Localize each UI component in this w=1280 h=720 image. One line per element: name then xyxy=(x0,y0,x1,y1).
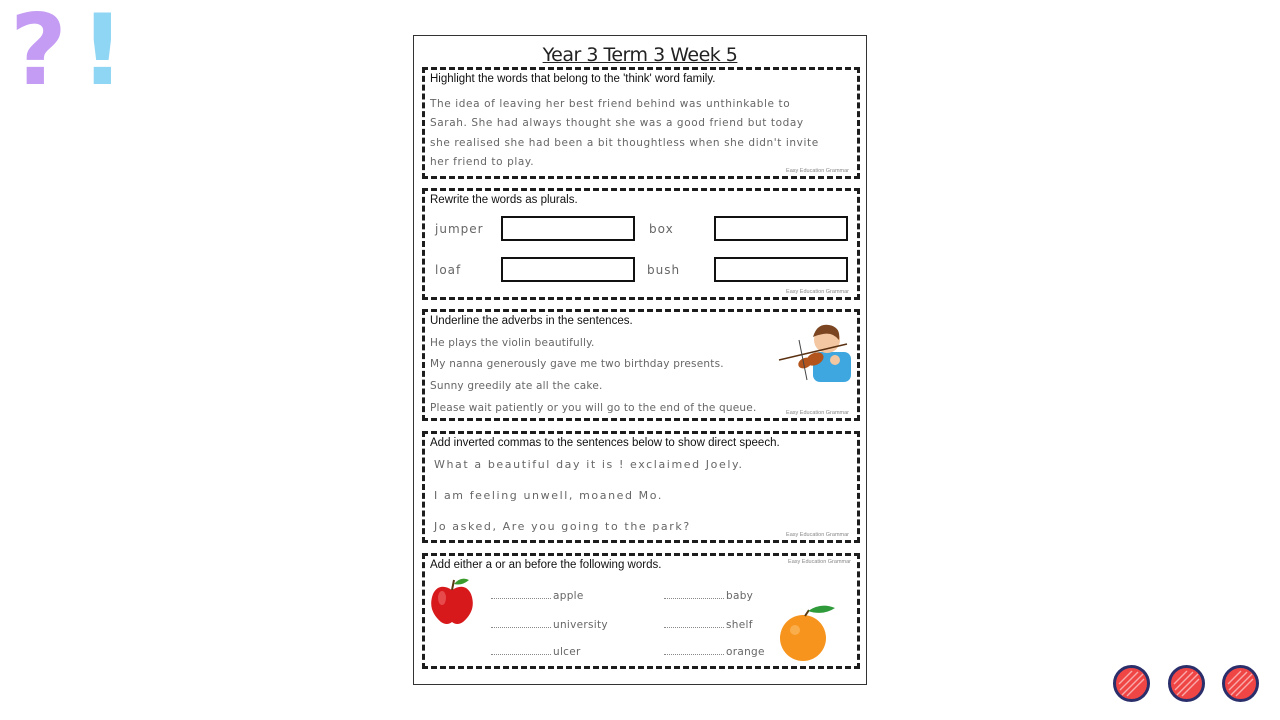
adverb-sentence: He plays the violin beautifully. xyxy=(430,337,595,349)
section-a-or-an xyxy=(422,553,860,669)
worksheet-title: Year 3 Term 3 Week 5 xyxy=(542,44,738,66)
answer-blank[interactable] xyxy=(664,620,724,628)
section-heading: Add either a or an before the following words. xyxy=(430,559,662,571)
answer-blank[interactable] xyxy=(664,591,724,599)
credit-label: Easy Education Grammar xyxy=(786,410,849,416)
exclamation-mark-icon: ! xyxy=(80,0,125,108)
nav-dot-1[interactable] xyxy=(1113,665,1150,702)
credit-label: Easy Education Grammar xyxy=(786,532,849,538)
passage-line: she realised she had been a bit thoughtless when she didn't invite xyxy=(430,136,819,149)
credit-label: Easy Education Grammar xyxy=(788,559,851,565)
a-an-word: shelf xyxy=(726,619,753,631)
nav-dot-2[interactable] xyxy=(1168,665,1205,702)
question-mark-icon: ? xyxy=(10,0,67,108)
a-an-word: baby xyxy=(726,590,754,602)
violin-boy-illustration xyxy=(777,320,855,384)
adverb-sentence: Please wait patiently or you will go to the end of the queue. xyxy=(430,402,757,414)
speech-sentence: I am feeling unwell, moaned Mo. xyxy=(434,489,664,502)
credit-label: Easy Education Grammar xyxy=(786,168,849,174)
a-an-item xyxy=(491,619,608,631)
section-heading: Rewrite the words as plurals. xyxy=(430,194,578,206)
a-an-item xyxy=(664,619,753,631)
a-an-word: apple xyxy=(553,590,584,602)
section-heading: Add inverted commas to the sentences below to show direct speech. xyxy=(430,437,780,449)
section-heading: Highlight the words that belong to the 'think' word family. xyxy=(430,73,716,85)
plural-word: loaf xyxy=(435,263,462,277)
answer-blank[interactable] xyxy=(491,591,551,599)
passage-line: her friend to play. xyxy=(430,155,535,168)
answer-blank[interactable] xyxy=(664,647,724,655)
a-an-item xyxy=(491,590,584,602)
plural-answer-box[interactable] xyxy=(714,257,848,282)
orange-illustration xyxy=(777,602,839,662)
plural-answer-box[interactable] xyxy=(714,216,848,241)
passage-line: Sarah. She had always thought she was a good friend but today xyxy=(430,117,804,130)
passage xyxy=(430,95,819,172)
speech-sentence: Jo asked, Are you going to the park? xyxy=(434,520,691,533)
a-an-word: ulcer xyxy=(553,646,581,658)
plural-answer-box[interactable] xyxy=(501,216,635,241)
section-heading: Underline the adverbs in the sentences. xyxy=(430,315,633,327)
speech-sentence: What a beautiful day it is ! exclaimed Joely. xyxy=(434,458,744,471)
worksheet xyxy=(413,35,867,685)
a-an-item xyxy=(491,646,581,658)
plural-word: bush xyxy=(647,263,681,277)
section-word-family xyxy=(422,67,860,179)
a-an-word: university xyxy=(553,619,608,631)
apple-illustration xyxy=(429,576,475,626)
plural-word: box xyxy=(649,222,674,236)
adverb-sentence: My nanna generously gave me two birthday presents. xyxy=(430,358,724,370)
section-adverbs xyxy=(422,309,860,421)
a-an-item xyxy=(664,590,753,602)
answer-blank[interactable] xyxy=(491,620,551,628)
credit-label: Easy Education Grammar xyxy=(786,289,849,295)
a-an-word: orange xyxy=(726,646,765,658)
section-plurals xyxy=(422,188,860,300)
passage-line: The idea of leaving her best friend behind was unthinkable to xyxy=(430,98,791,110)
adverb-sentence: Sunny greedily ate all the cake. xyxy=(430,380,603,392)
plural-word: jumper xyxy=(435,222,484,236)
plural-answer-box[interactable] xyxy=(501,257,635,282)
answer-blank[interactable] xyxy=(491,647,551,655)
section-direct-speech xyxy=(422,431,860,543)
a-an-item xyxy=(664,646,765,658)
nav-dot-3[interactable] xyxy=(1222,665,1259,702)
